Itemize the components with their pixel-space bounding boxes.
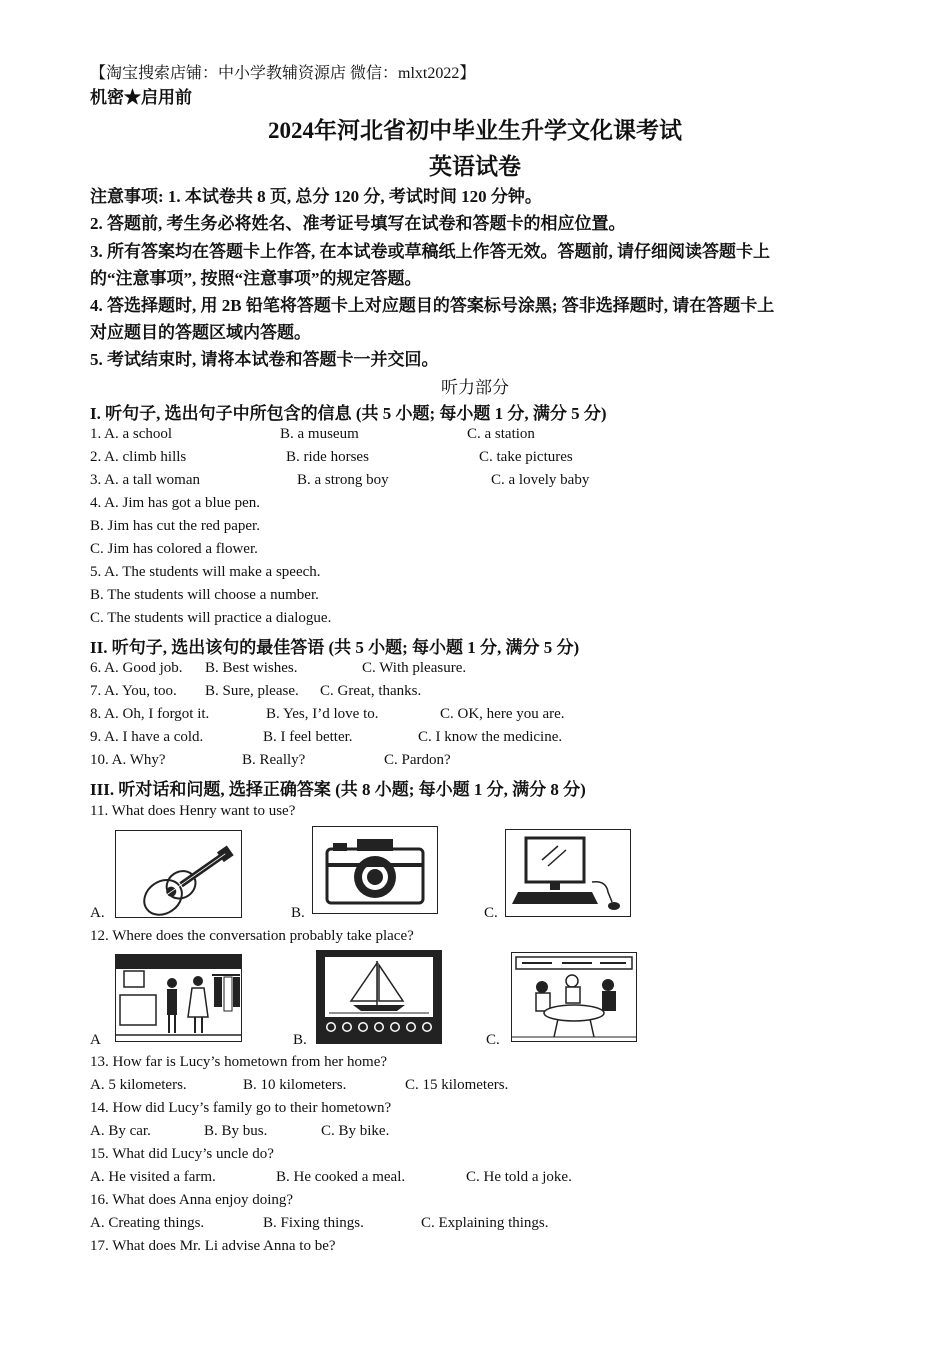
q2-option-b: B. ride horses bbox=[286, 449, 369, 465]
cinema-picture bbox=[316, 950, 442, 1044]
q12-label-a: A bbox=[90, 1032, 101, 1048]
q11-label-c: C. bbox=[484, 905, 498, 921]
computer-picture bbox=[505, 829, 631, 917]
q15-option-b: B. He cooked a meal. bbox=[276, 1169, 406, 1185]
q7-option-a: 7. A. You, too. bbox=[90, 683, 177, 699]
q3-option-b: B. a strong boy bbox=[297, 472, 389, 488]
secret-label: 机密★启用前 bbox=[90, 88, 192, 107]
exam-title: 2024年河北省初中毕业生升学文化课考试 bbox=[268, 118, 682, 143]
q13-option-b: B. 10 kilometers. bbox=[243, 1077, 347, 1093]
q8-option-a: 8. A. Oh, I forgot it. bbox=[90, 706, 210, 722]
q17-question: 17. What does Mr. Li advise Anna to be? bbox=[90, 1238, 336, 1254]
q14-option-c: C. By bike. bbox=[321, 1123, 390, 1139]
q9-option-c: C. I know the medicine. bbox=[418, 729, 563, 745]
q2-option-c: C. take pictures bbox=[479, 449, 573, 465]
q14-option-a: A. By car. bbox=[90, 1123, 151, 1139]
q12-label-c: C. bbox=[486, 1032, 500, 1048]
q15-option-a: A. He visited a farm. bbox=[90, 1169, 216, 1185]
q13-question: 13. How far is Lucy’s hometown from her home? bbox=[90, 1054, 388, 1070]
q11-question: 11. What does Henry want to use? bbox=[90, 803, 296, 819]
listening-title: 听力部分 bbox=[441, 378, 509, 397]
q1-option-c: C. a station bbox=[467, 426, 535, 442]
q5-option-b: B. The students will choose a number. bbox=[90, 587, 319, 603]
q16-option-c: C. Explaining things. bbox=[421, 1215, 549, 1231]
section-3-heading: III. 听对话和问题, 选择正确答案 (共 8 小题; 每小题 1 分, 满分 8 分) bbox=[90, 780, 586, 799]
q15-option-c: C. He told a joke. bbox=[466, 1169, 572, 1185]
q12-label-b: B. bbox=[293, 1032, 307, 1048]
note-5: 5. 考试结束时, 请将本试卷和答题卡一并交回。 bbox=[90, 350, 439, 369]
exam-subtitle: 英语试卷 bbox=[429, 154, 521, 179]
q14-option-b: B. By bus. bbox=[204, 1123, 268, 1139]
q10-option-b: B. Really? bbox=[242, 752, 306, 768]
q5-option-a: 5. A. The students will make a speech. bbox=[90, 564, 321, 580]
q11-label-a: A. bbox=[90, 905, 105, 921]
q3-option-a: 3. A. a tall woman bbox=[90, 472, 200, 488]
q15-question: 15. What did Lucy’s uncle do? bbox=[90, 1146, 274, 1162]
q4-option-a: 4. A. Jim has got a blue pen. bbox=[90, 495, 260, 511]
q1-option-b: B. a museum bbox=[280, 426, 359, 442]
q16-question: 16. What does Anna enjoy doing? bbox=[90, 1192, 294, 1208]
q10-option-c: C. Pardon? bbox=[384, 752, 451, 768]
q14-question: 14. How did Lucy’s family go to their hometown? bbox=[90, 1100, 392, 1116]
guitar-picture bbox=[115, 830, 242, 918]
q6-option-b: B. Best wishes. bbox=[205, 660, 298, 676]
restaurant-picture bbox=[511, 952, 637, 1042]
q10-option-a: 10. A. Why? bbox=[90, 752, 166, 768]
q16-option-a: A. Creating things. bbox=[90, 1215, 205, 1231]
q11-label-b: B. bbox=[291, 905, 305, 921]
q1-option-a: 1. A. a school bbox=[90, 426, 173, 442]
note-1: 注意事项: 1. 本试卷共 8 页, 总分 120 分, 考试时间 120 分钟。 bbox=[90, 187, 542, 206]
q6-option-c: C. With pleasure. bbox=[362, 660, 467, 676]
section-2-heading: II. 听句子, 选出该句的最佳答语 (共 5 小题; 每小题 1 分, 满分 5 分) bbox=[90, 638, 580, 657]
q3-option-c: C. a lovely baby bbox=[491, 472, 590, 488]
shop-banner: 【淘宝搜索店铺：中小学教辅资源店 微信：mlxt2022】 bbox=[90, 65, 476, 82]
q5-option-c: C. The students will practice a dialogue. bbox=[90, 610, 332, 626]
q13-option-a: A. 5 kilometers. bbox=[90, 1077, 187, 1093]
note-3: 3. 所有答案均在答题卡上作答, 在本试卷或草稿纸上作答无效。答题前, 请仔细阅读答题卡上 bbox=[90, 242, 770, 261]
q8-option-b: B. Yes, I’d love to. bbox=[266, 706, 379, 722]
clothing-store-picture bbox=[115, 954, 242, 1042]
camera-picture bbox=[312, 826, 438, 914]
note-2: 2. 答题前, 考生务必将姓名、准考证号填写在试卷和答题卡的相应位置。 bbox=[90, 214, 626, 233]
q2-option-a: 2. A. climb hills bbox=[90, 449, 187, 465]
q7-option-c: C. Great, thanks. bbox=[320, 683, 422, 699]
note-3-cont: 的“注意事项”, 按照“注意事项”的规定答题。 bbox=[90, 269, 422, 288]
note-4-cont: 对应题目的答题区域内答题。 bbox=[90, 323, 311, 342]
q9-option-b: B. I feel better. bbox=[263, 729, 353, 745]
q6-option-a: 6. A. Good job. bbox=[90, 660, 183, 676]
section-1-heading: I. 听句子, 选出句子中所包含的信息 (共 5 小题; 每小题 1 分, 满分 5 分) bbox=[90, 404, 607, 423]
q12-question: 12. Where does the conversation probably take place? bbox=[90, 928, 414, 944]
q9-option-a: 9. A. I have a cold. bbox=[90, 729, 204, 745]
q7-option-b: B. Sure, please. bbox=[205, 683, 299, 699]
note-4: 4. 答选择题时, 用 2B 铅笔将答题卡上对应题目的答案标号涂黑; 答非选择题时, 请在答题卡上 bbox=[90, 296, 775, 315]
q4-option-c: C. Jim has colored a flower. bbox=[90, 541, 258, 557]
q13-option-c: C. 15 kilometers. bbox=[405, 1077, 509, 1093]
q4-option-b: B. Jim has cut the red paper. bbox=[90, 518, 260, 534]
q16-option-b: B. Fixing things. bbox=[263, 1215, 364, 1231]
q8-option-c: C. OK, here you are. bbox=[440, 706, 565, 722]
